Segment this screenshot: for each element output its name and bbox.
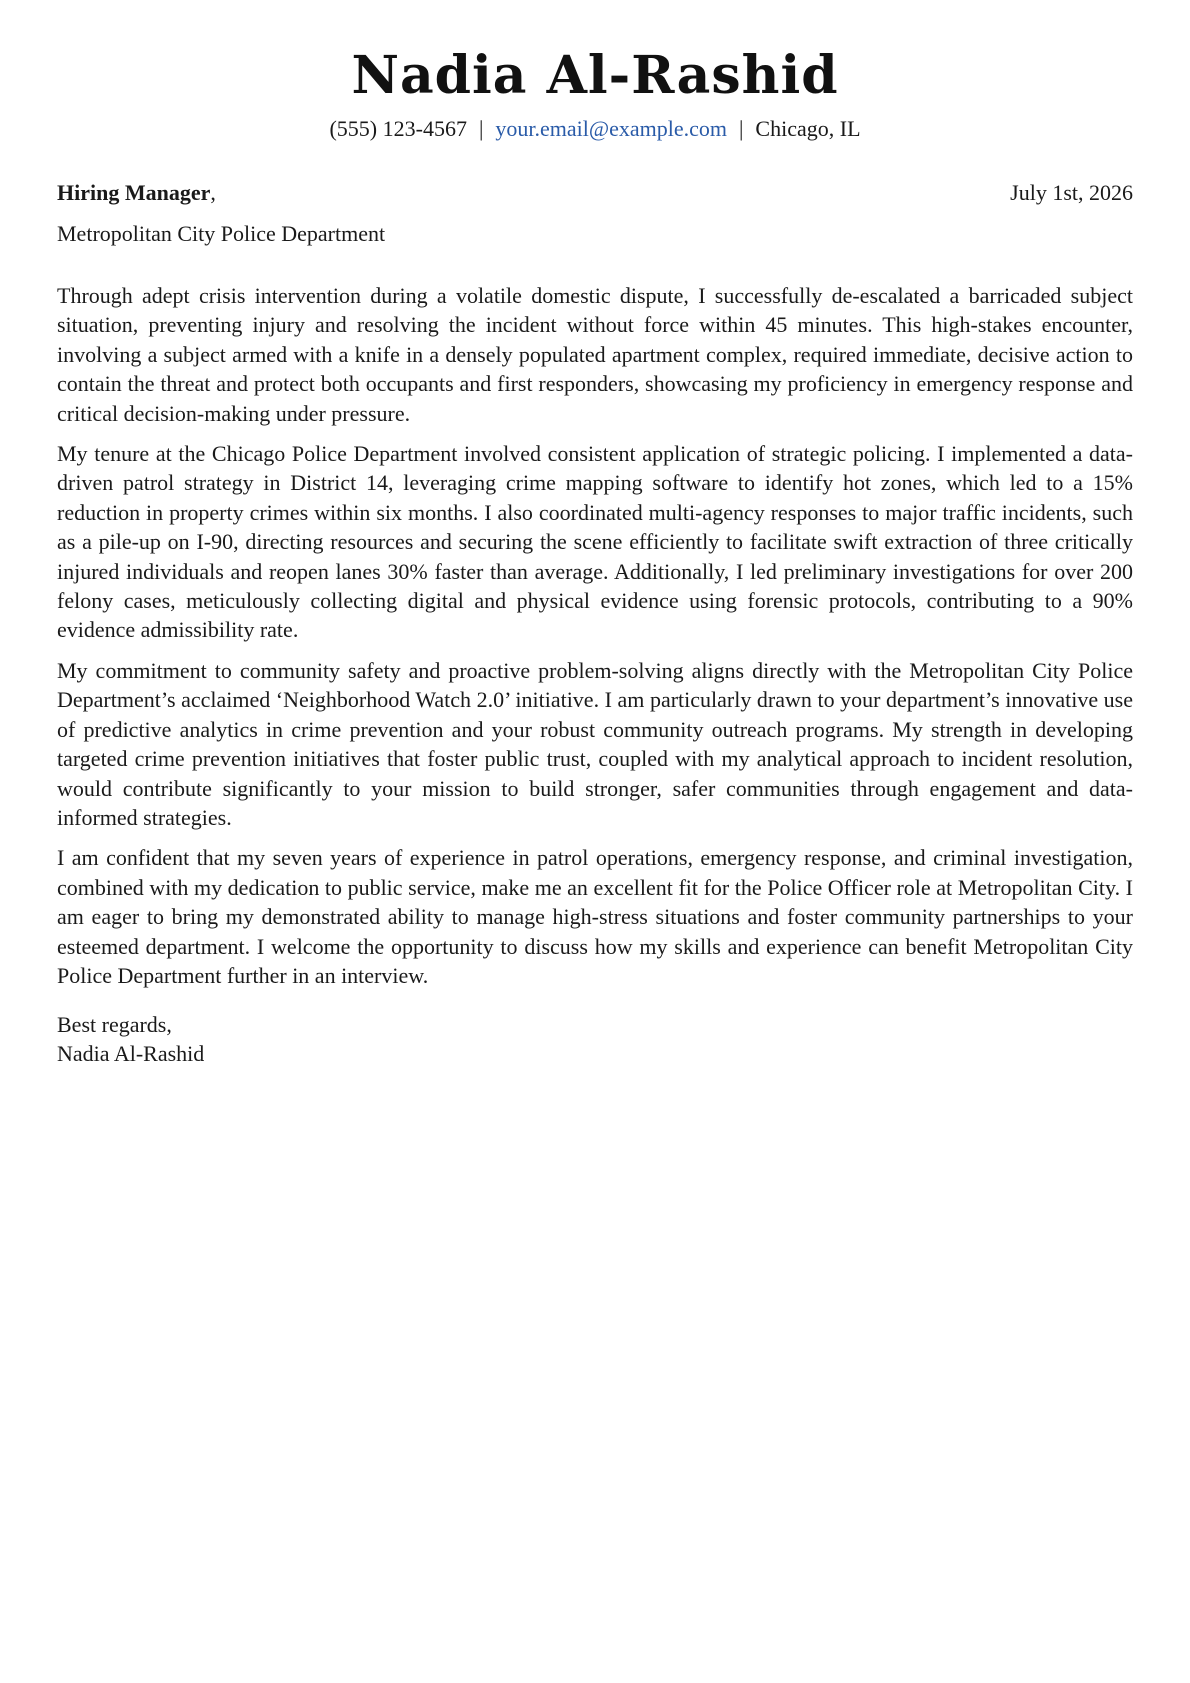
location: Chicago, IL	[755, 116, 861, 141]
contact-separator: |	[739, 116, 744, 141]
salutation	[57, 178, 216, 208]
body-paragraph: My commitment to community safety and proactive problem-solving aligns directly with the Metropolitan City Police Department’s acclaimed ‘Neighborhood Watch 2.0’ initiative. I am particularly drawn to your department’s innovative use of predictive analytics in crime prevention and your robust community outreach programs. My strength in developing targeted crime prevention initiatives that foster public trust, coupled with my analytical approach to incident resolution, would contribute significantly to your mission to build stronger, safer communities through engagement and data-informed strategies.	[57, 657, 1133, 830]
body-paragraph: My tenure at the Chicago Police Department involved consistent application of strategic policing. I implemented a data-driven patrol strategy in District 14, leveraging crime mapping software to identify hot zones, which led to a 15% reduction in property crimes within six months. I also coordinated multi-agency responses to major traffic incidents, such as a pile-up on I-90, directing resources and securing the scene efficiently to facilitate swift extraction of three critically injured individuals and reopen lanes 30% faster than average. Additionally, I led preliminary investigations for over 200 felony cases, meticulously collecting digital and physical evidence using forensic protocols, contributing to a 90% evidence admissibility rate.	[57, 441, 1133, 643]
letter-date: July 1st, 2026	[1010, 180, 1133, 205]
body-paragraph: I am confident that my seven years of experience in patrol operations, emergency response, and criminal investigation, combined with my dedication to public service, make me an excellent fit for the Police Officer role at Metropolitan City. I am eager to bring my demonstrated ability to manage high-stress situations and foster community partnerships to your esteemed department. I welcome the opportunity to discuss how my skills and experience can benefit Metropolitan City Police Department further in an interview.	[57, 845, 1133, 988]
phone-number: (555) 123-4567	[329, 116, 467, 141]
contact-separator: |	[478, 116, 484, 141]
letter-closing	[57, 1010, 204, 1069]
applicant-name: Nadia Al-Rashid	[351, 45, 839, 106]
email-link[interactable]: your.email@example.com	[495, 116, 728, 141]
salutation-name: Hiring Manager	[57, 180, 211, 205]
letter-body	[57, 281, 1133, 1001]
valediction: Best regards,	[57, 1012, 172, 1037]
signature: Nadia Al-Rashid	[57, 1041, 205, 1067]
contact-line	[57, 113, 1133, 145]
salutation-punctuation: ,	[210, 180, 216, 205]
recipient-organization: Metropolitan City Police Department	[57, 221, 386, 246]
body-paragraph: Through adept crisis intervention during a volatile domestic dispute, I successfully de-escalated a barricaded subject situation, preventing injury and resolving the incident without force within 45 minutes. This high-stakes encounter, involving a subject armed with a knife in a densely populated apartment complex, required immediate, decisive action to contain the threat and protect both occupants and first responders, showcasing my proficiency in emergency response and critical decision-making under pressure.	[57, 283, 1133, 426]
